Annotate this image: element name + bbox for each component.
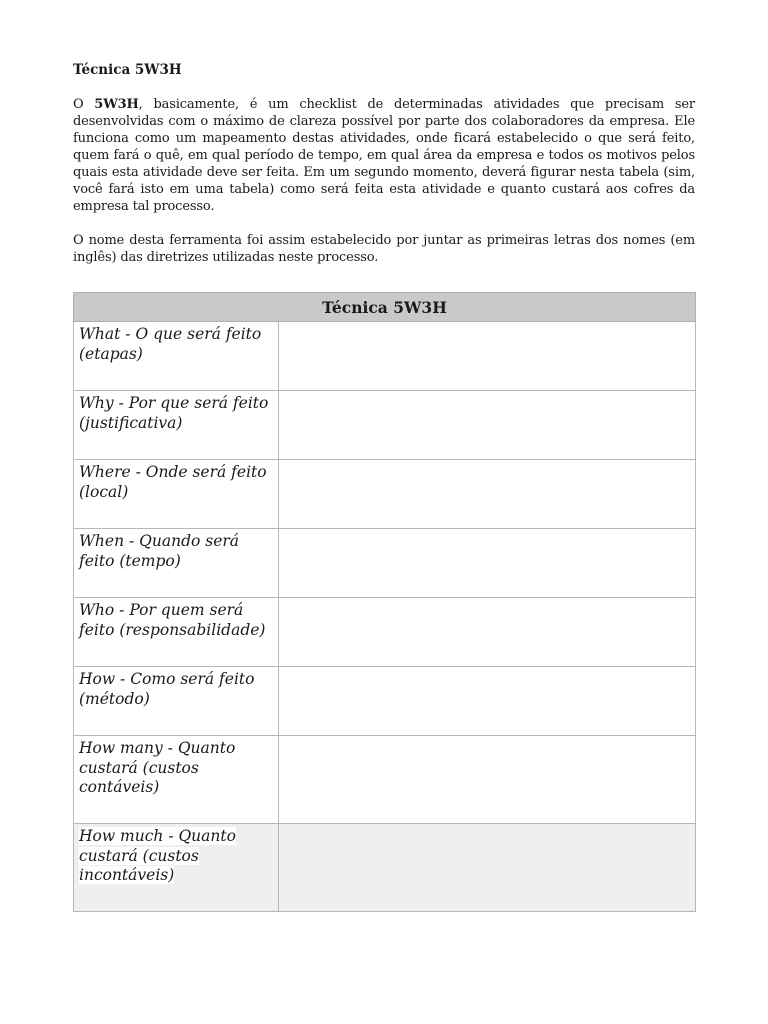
row-label-how-many: How many - Quanto custará (custos contáveis) bbox=[74, 736, 279, 824]
intro-body: , basicamente, é um checklist de determinadas atividades que precisam ser desenvolvidas com o máximo de clareza possível por parte dos colaboradores da empresa. Ele funciona como um mapeamento destas atividades, onde ficará estabelecido o que será feito, quem fará o quê, em qual período de tempo, em qual área da empresa e todos os motivos pelos quais esta atividade deve ser feita. Em um segundo momento, deverá figurar nesta tabela (sim, você fará isto em uma tabela) como será feita esta atividade e quanto custará aos cofres da empresa tal processo. bbox=[73, 97, 695, 214]
table-row-who bbox=[74, 598, 696, 667]
answer-cell-when[interactable] bbox=[279, 529, 696, 598]
answer-cell-where[interactable] bbox=[279, 460, 696, 529]
document-title: Técnica 5W3H bbox=[73, 62, 182, 78]
table-row-what bbox=[74, 322, 696, 391]
answer-cell-how-much[interactable] bbox=[279, 824, 696, 912]
table-row-how-much bbox=[74, 824, 696, 912]
document-page bbox=[73, 62, 695, 884]
answer-cell-why[interactable] bbox=[279, 391, 696, 460]
answer-cell-how[interactable] bbox=[279, 667, 696, 736]
name-origin-paragraph: O nome desta ferramenta foi assim estabelecido por juntar as primeiras letras dos nomes (em inglês) das diretrizes utilizadas neste processo. bbox=[73, 233, 695, 265]
table-header: Técnica 5W3H bbox=[74, 293, 696, 322]
answer-cell-what[interactable] bbox=[279, 322, 696, 391]
table-row-why bbox=[74, 391, 696, 460]
row-label-where: Where - Onde será feito (local) bbox=[74, 460, 279, 529]
intro-bold-term: 5W3H bbox=[94, 97, 139, 112]
row-label-what: What - O que será feito (etapas) bbox=[74, 322, 279, 391]
answer-cell-how-many[interactable] bbox=[279, 736, 696, 824]
row-label-how-much bbox=[74, 824, 279, 912]
table-row-how-many bbox=[74, 736, 696, 824]
table-header-row bbox=[74, 293, 696, 322]
answer-cell-who[interactable] bbox=[279, 598, 696, 667]
table-row-when bbox=[74, 529, 696, 598]
w3h-table bbox=[73, 292, 696, 912]
row-label-how-much-text: How much - Quanto custará (custos incontáveis) bbox=[79, 827, 236, 884]
row-label-who: Who - Por quem será feito (responsabilidade) bbox=[74, 598, 279, 667]
row-label-why: Why - Por que será feito (justificativa) bbox=[74, 391, 279, 460]
intro-lead: O bbox=[73, 97, 95, 112]
row-label-how: How - Como será feito (método) bbox=[74, 667, 279, 736]
intro-paragraph bbox=[73, 96, 695, 215]
table-row-where bbox=[74, 460, 696, 529]
table-row-how bbox=[74, 667, 696, 736]
row-label-when: When - Quando será feito (tempo) bbox=[74, 529, 279, 598]
